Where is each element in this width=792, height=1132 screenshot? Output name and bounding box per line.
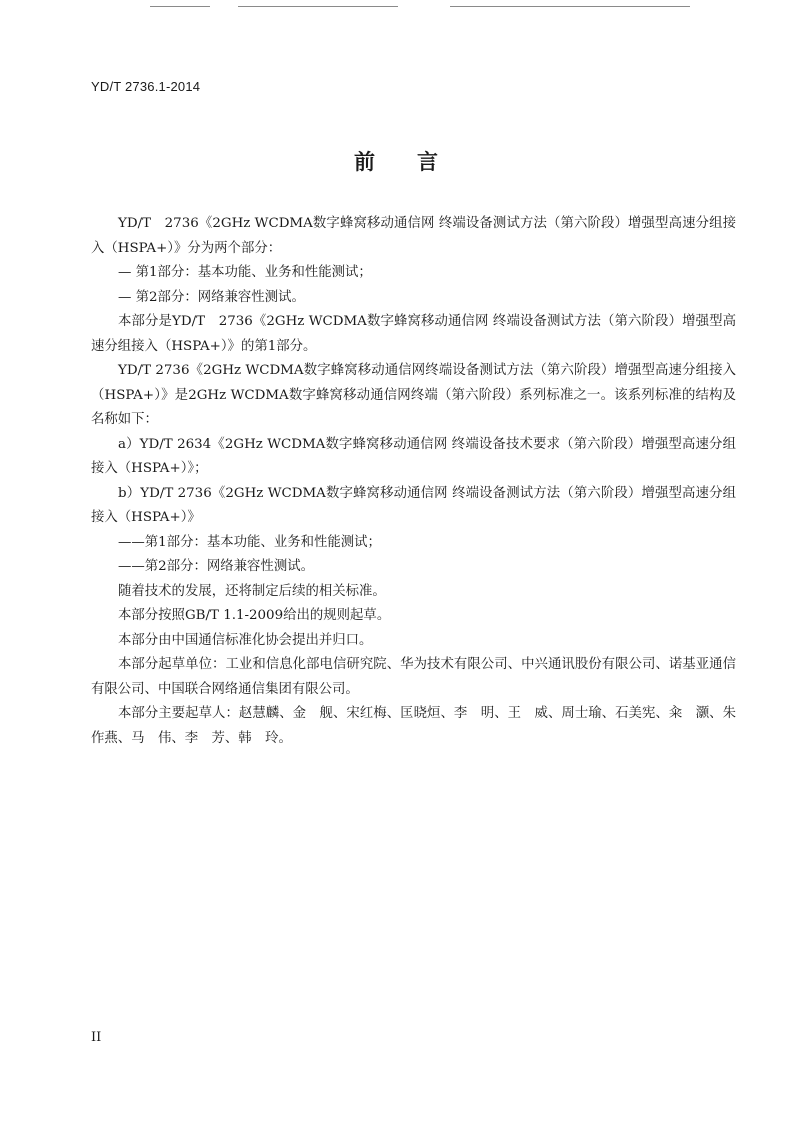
- paragraph-intro: YD/T 2736《2GHz WCDMA数字蜂窝移动通信网 终端设备测试方法（第六阶段）增强型高速分组接入（HSPA+）》分为两个部分：: [91, 216, 736, 256]
- paragraph-drafting-units: 本部分起草单位：工业和信息化部电信研究院、华为技术有限公司、中兴通讯股份有限公司、诺基亚通信有限公司、中国联合网络通信集团有限公司。: [91, 657, 736, 697]
- paragraph-series: YD/T 2736《2GHz WCDMA数字蜂窝移动通信网终端设备测试方法（第六阶段）增强型高速分组接入（HSPA+）》是2GHz WCDMA数字蜂窝移动通信网终端（第六阶段）系列标准之一。该系列标准的结构及名称如下：: [91, 363, 736, 427]
- top-rule-right: [450, 6, 690, 7]
- paragraph-drafters: 本部分主要起草人：赵慧麟、金 舰、宋红梅、匡晓烜、李 明、王 威、周士瑜、石美宪、籴 灏、朱作燕、马 伟、李 芳、韩 玲。: [91, 706, 736, 746]
- paragraph-future: 随着技术的发展，还将制定后续的相关标准。: [118, 583, 386, 599]
- page-title: [0, 146, 792, 176]
- paragraph-drafting-rules: 本部分按照GB/T 1.1-2009给出的规则起草。: [118, 608, 391, 623]
- foreword-body: [91, 212, 736, 751]
- title-char-2: 言: [417, 150, 438, 174]
- paragraph-item-b: b）YD/T 2736《2GHz WCDMA数字蜂窝移动通信网 终端设备测试方法（第六阶段）增强型高速分组接入（HSPA+）》: [91, 485, 736, 525]
- paragraph-this-part: 本部分是YD/T 2736《2GHz WCDMA数字蜂窝移动通信网 终端设备测试方法（第六阶段）增强型高速分组接入（HSPA+）》的第1部分。: [91, 314, 736, 354]
- paragraph-part2: — 第2部分：网络兼容性测试。: [118, 289, 305, 305]
- paragraph-part1: — 第1部分：基本功能、业务和性能测试；: [118, 265, 372, 280]
- paragraph-item-b-part2: ——第2部分：网络兼容性测试。: [118, 559, 314, 574]
- paragraph-item-a: a）YD/T 2634《2GHz WCDMA数字蜂窝移动通信网 终端设备技术要求（第六阶段）增强型高速分组接入（HSPA+）》；: [91, 436, 736, 476]
- paragraph-item-b-part1: ——第1部分：基本功能、业务和性能测试；: [118, 534, 381, 550]
- top-rule-center: [238, 6, 398, 7]
- page-number: II: [91, 1030, 102, 1045]
- paragraph-proposer: 本部分由中国通信标准化协会提出并归口。: [118, 632, 373, 648]
- title-char-1: 前: [354, 150, 375, 174]
- top-rule-left: [150, 6, 210, 7]
- document-code: YD/T 2736.1-2014: [91, 79, 201, 94]
